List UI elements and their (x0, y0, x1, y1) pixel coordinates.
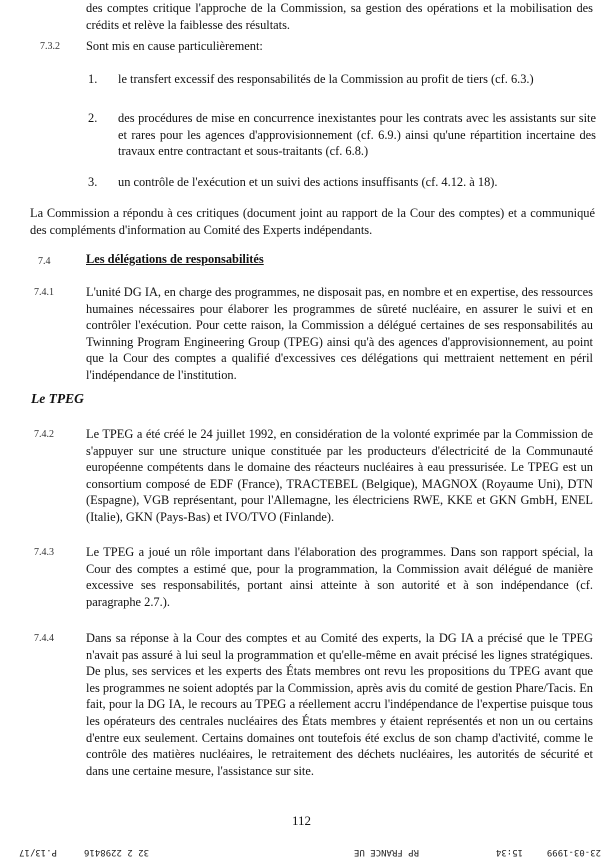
list-item-number: 3. (88, 175, 98, 189)
paragraph-number-7-4-3: 7.4.3 (34, 547, 54, 558)
list-item-number: 2. (88, 111, 98, 125)
fax-header-footer (0, 843, 605, 857)
paragraph-number-7-3-2: 7.3.2 (40, 41, 60, 52)
intro-paragraph: des comptes critique l'approche de la Commission, sa gestion des opérations et la mobilisation des crédits et relève la faiblesse des résultats. (86, 1, 593, 32)
paragraph-number-7-4-4: 7.4.4 (34, 633, 54, 644)
paragraph-number-7-4-2: 7.4.2 (34, 429, 54, 440)
paragraph-7-4-3: Le TPEG a joué un rôle important dans l'élaboration des programmes. Dans son rapport spécial, la Cour des comptes a estimé que, pour la programmation, la Commission avait délégué de manière excessive ses responsabilités, portant ainsi atteinte à son autorité et à son indépendance (cf. paragraphe 2.7.). (86, 545, 593, 609)
subheading-tpeg: Le TPEG (31, 391, 84, 406)
fax-time: 15:34 (495, 847, 523, 857)
paragraph-7-4-2: Le TPEG a été créé le 24 juillet 1992, en considération de la volonté exprimée par la Commission de s'appuyer sur une structure unique constituée par les producteurs d'électricité de la Communauté européenne compétents dans le domaine des réacteurs nucléaires à eau pressurisée. Le TPEG est un consortium composé de EDF (France), TRACTEBEL (Belgique), MAGNOX (Royaume Uni), DTN (Espagne), VGB représentant, pour l'Allemagne, les électriciens RWE, KKE et GKN GmbH, ENEL (Italie), GKN (Pays-Bas) et IVO/TVO (Finlande). (86, 427, 593, 524)
fax-page: P.13/17 (19, 847, 57, 857)
paragraph-7-4-4: Dans sa réponse à la Cour des comptes et au Comité des experts, la DG IA a précisé que le TPEG n'avait pas assuré à lui seul la programmation et qu'elle-même en avait précisé les lignes stratégiques. De plus, ses services et les experts des États membres ont revu les propositions du TPEG avant que les programmes ne soient adoptés par la Commission, après avis du comité de gestion Phare/Tacis. En fait, pour la DG IA, le recours au TPEG a réellement accru l'indépendance de l'expertise puisque tous les opérateurs des centrales nucléaires des États membres y étaient représentés et non un ou certains d'entre eux seulement. Certains domaines ont toutefois été exclus de son champ d'activité, comme le contrôle des matières nucléaires, le retraitement des déchets nucléaires, les autorités de sécurité et dans une certaine mesure, l'assistance sur site. (86, 631, 593, 778)
list-item-number: 1. (88, 72, 98, 86)
fax-sender: RP FRANCE UE (353, 847, 419, 857)
list-item: des procédures de mise en concurrence inexistantes pour les contrats avec les assistants sur site et rares pour les agences d'approvisionnement (cf. 6.9.) ainsi qu'une répartition incertaine des travaux entre contractant et sous-traitants (cf. 6.8.) (118, 111, 596, 159)
commission-reply-paragraph: La Commission a répondu à ces critiques (document joint au rapport de la Cour des comptes) et a communiqué des compléments d'information au Comité des Experts indépendants. (30, 206, 595, 237)
paragraph-7-4-1: L'unité DG IA, en charge des programmes, ne disposait pas, en nombre et en expertise, des ressources humaines nécessaires pour élaborer les programmes de sûreté nucléaire, en assurer le suivi et en contrôler l'exécution. Pour cette raison, la Commission a délégué certaines de ses responsabilités au Twinning Program Engineering Group (TPEG) ainsi qu'à des agences d'approvisionnement, au point que la Cour des comptes a qualifié d'excessives ces délégations qui mettraient nettement en péril l'indépendance de l'institution. (86, 285, 593, 382)
fax-date: 23-03-1999 (546, 847, 601, 857)
list-item: un contrôle de l'exécution et un suivi des actions insuffisants (cf. 4.12. à 18). (118, 175, 498, 189)
section-heading: Les délégations de responsabilités (86, 252, 264, 266)
page-number: 112 (292, 813, 312, 828)
list-item: le transfert excessif des responsabilités de la Commission au profit de tiers (cf. 6.3.) (118, 72, 534, 86)
section-number-7-4: 7.4 (38, 256, 51, 267)
paragraph-7-3-2: Sont mis en cause particulièrement: (86, 39, 263, 53)
paragraph-number-7-4-1: 7.4.1 (34, 287, 54, 298)
fax-number: 32 2 2298416 (83, 847, 149, 857)
